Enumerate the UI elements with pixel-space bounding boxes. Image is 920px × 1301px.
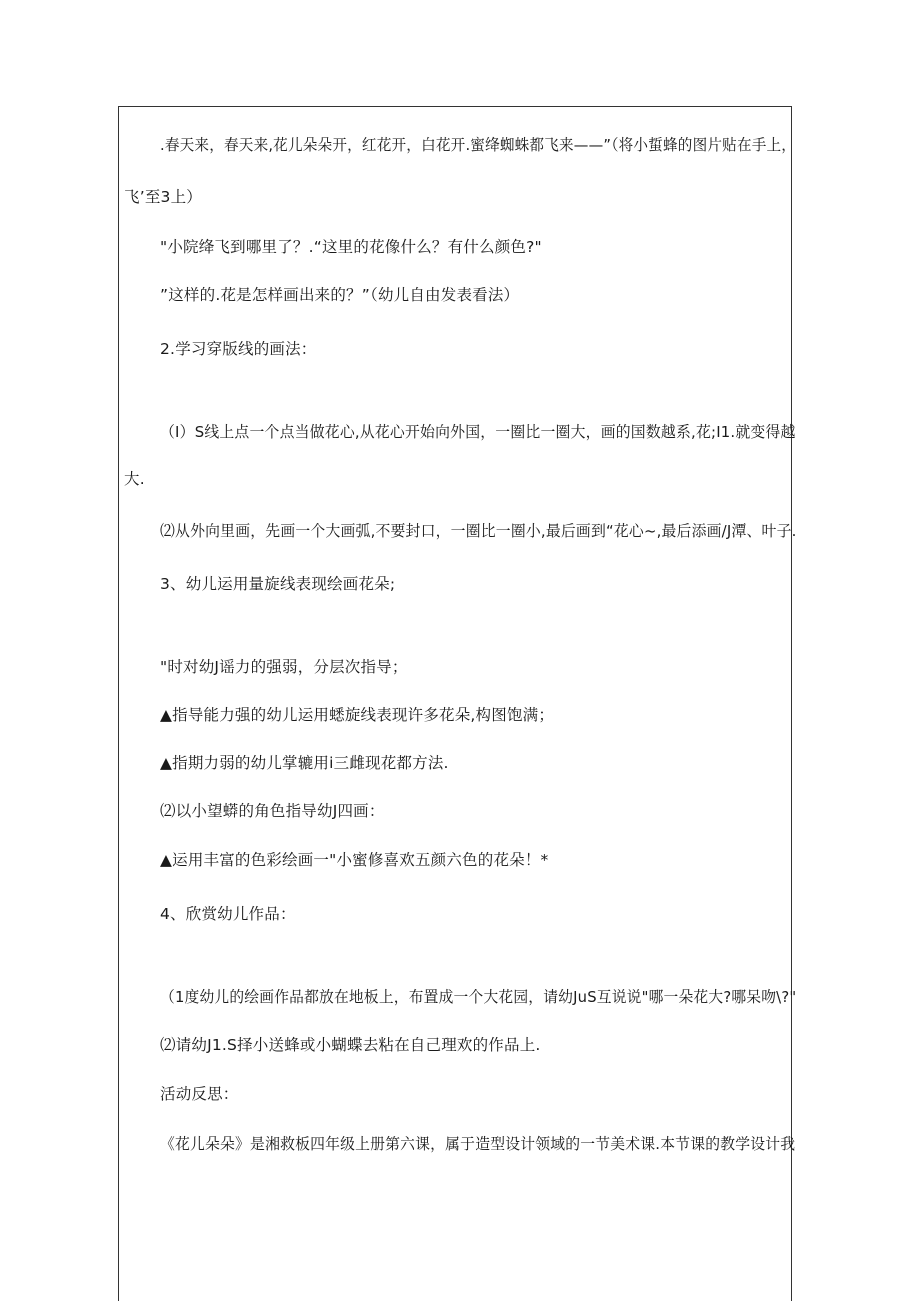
text-line-12: ▲指期力弱的幼儿掌辘用i三雌现花都方法. (160, 754, 449, 772)
text-line-8: ⑵从外向里画，先画一个大画弧,不要封口，一圈比一圈小,最后画到“花心~,最后添画/J潭、叶子. (160, 522, 797, 540)
text-line-16: （1度幼儿的绘画作品都放在地板上，布置成一个大花园，请幼JuS互说说"哪一朵花大?哪呆吻\?" (160, 988, 797, 1006)
text-line-4: ”这样的.花是怎样画出来的？”（幼儿自由发表看法） (160, 286, 520, 304)
text-line-7: 大. (124, 470, 145, 488)
section-heading-2: 2.学习穿版线的画法： (160, 340, 317, 358)
text-line-13: ⑵以小望蟒的角色指导幼J四画： (160, 802, 385, 820)
text-line-1: .春天来，春天来,花儿朵朵开，红花开，白花开.蜜绛蜘蛛都飞来——”（将小蜇蜂的图片贴在手上， (160, 136, 797, 154)
section-heading-3: 3、幼儿运用量旋线表现绘画花朵; (160, 575, 396, 593)
text-line-10: "时对幼J谣力的强弱，分层次指导； (160, 658, 408, 676)
text-line-14: ▲运用丰富的色彩绘画一"小蜜修喜欢五颜六色的花朵！* (160, 851, 549, 869)
text-line-17: ⑵请幼J1.S择小送蜂或小蝴蝶去粘在自己理欢的作品上. (160, 1036, 541, 1054)
text-line-19: 《花儿朵朵》是湘救板四年级上册第六课，属于造型设计领域的一节美术课.本节课的教学设计我 (160, 1135, 796, 1153)
text-line-3: "小院绛飞到哪里了？.“这里的花像什么？有什么颜色?" (160, 238, 542, 256)
text-line-2: 飞’至3上） (124, 188, 202, 206)
section-heading-4: 4、欣赏幼儿作品： (160, 905, 296, 923)
reflection-heading: 活动反思： (160, 1085, 239, 1103)
text-line-6: （I）S线上点一个点当做花心,从花心开始向外国，一圈比一圈大，画的国数越系,花;I1.就变得越 (160, 423, 796, 441)
text-line-11: ▲指导能力强的幼儿运用蟋旋线表现许多花朵,构图饱满； (160, 706, 555, 724)
